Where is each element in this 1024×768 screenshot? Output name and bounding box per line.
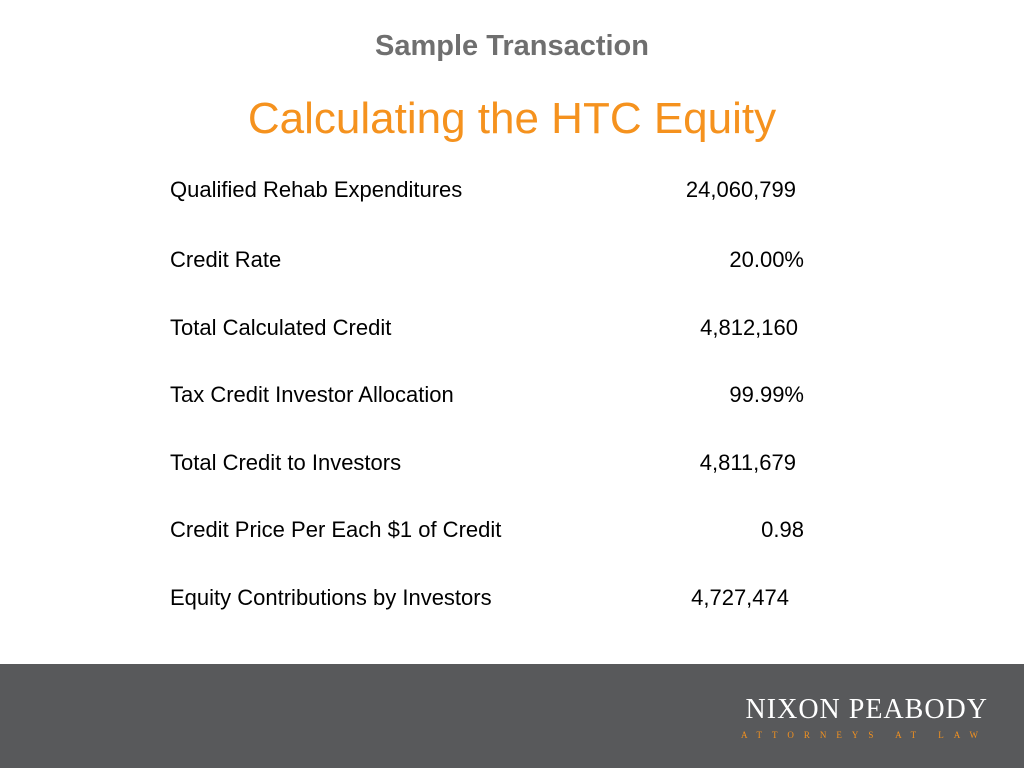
row-label: Equity Contributions by Investors: [170, 585, 492, 610]
slide-title: Calculating the HTC Equity: [247, 94, 777, 143]
row-label: Total Credit to Investors: [170, 450, 402, 475]
row-label: Tax Credit Investor Allocation: [170, 382, 454, 407]
row-value: 20.00%: [729, 247, 804, 272]
logo-name: NIXON PEABODY: [745, 694, 988, 725]
slide-subtitle: Sample Transaction: [375, 30, 649, 62]
row-value: 4,727,474: [691, 585, 789, 610]
row-label: Credit Rate: [170, 247, 282, 272]
firm-logo: [741, 694, 988, 740]
row-value: 24,060,799: [685, 177, 796, 202]
row-value: 4,811,679: [699, 450, 796, 475]
row-label: Credit Price Per Each $1 of Credit: [170, 517, 502, 542]
table-row: [170, 450, 810, 480]
table-row: [170, 585, 810, 615]
row-label: Total Calculated Credit: [170, 315, 392, 340]
table-row: [170, 247, 810, 277]
table-row: [170, 315, 810, 345]
logo-tagline: ATTORNEYS AT LAW: [741, 730, 988, 740]
table-row: [170, 382, 810, 412]
row-value: 0.98: [761, 517, 804, 542]
row-value: 4,812,160: [700, 315, 798, 340]
table-row: [170, 517, 810, 547]
footer-bar: [0, 664, 1024, 768]
table-row: [170, 177, 810, 207]
row-value: 99.99%: [729, 382, 804, 407]
row-label: Qualified Rehab Expenditures: [170, 177, 463, 202]
